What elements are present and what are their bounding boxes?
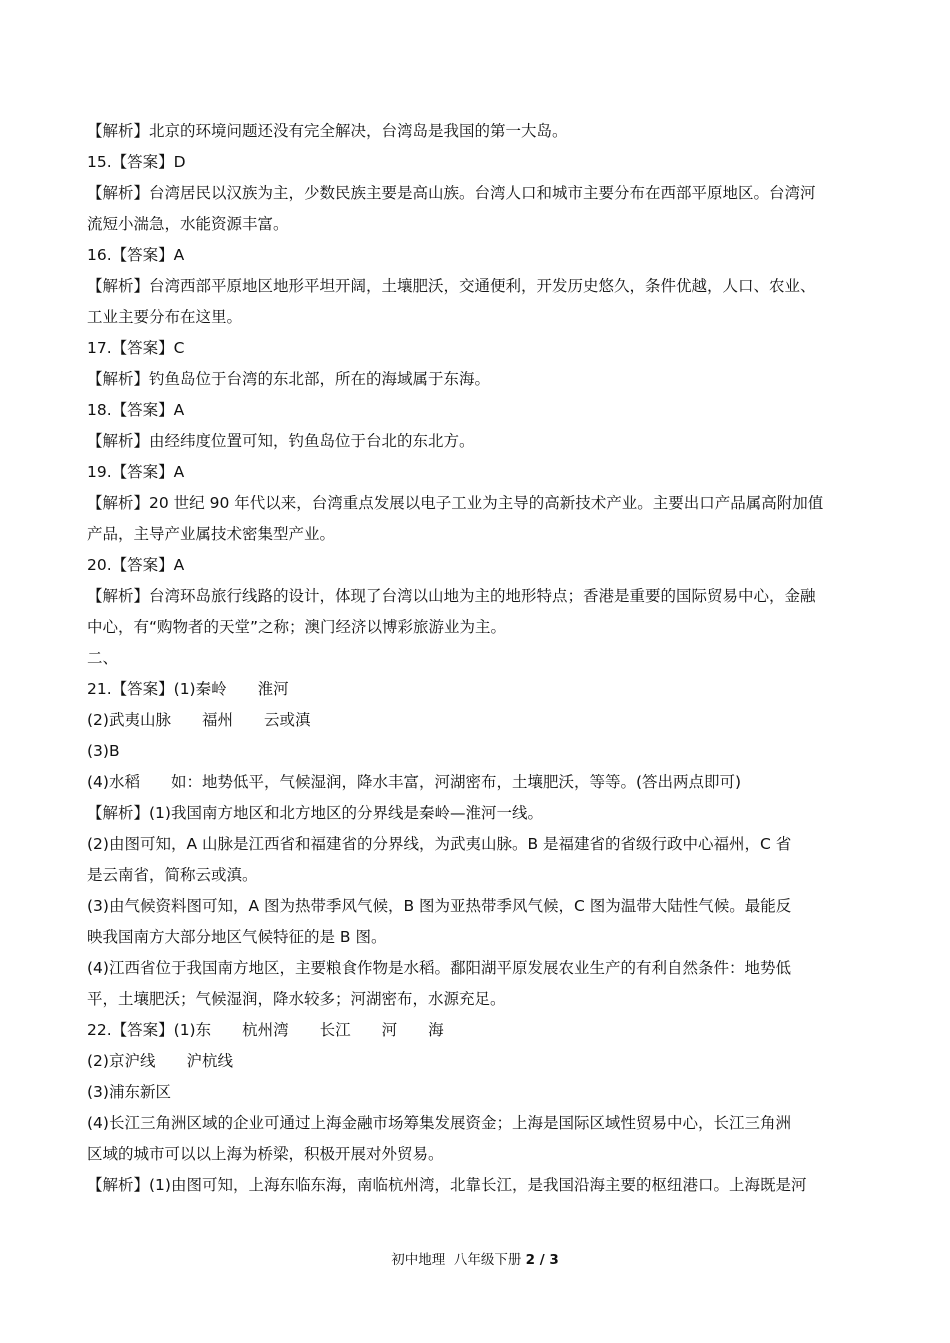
text-line: 【解析】台湾环岛旅行线路的设计，体现了台湾以山地为主的地形特点；香港是重要的国际贸易中心，金融 [87,587,816,605]
text-line: (2)武夷山脉 福州 云或滇 [87,711,311,729]
text-line: 15.【答案】D [87,153,186,171]
footer-label: 初中地理 八年级下册 [391,1252,522,1268]
text-line: 平，土壤肥沃；气候湿润，降水较多；河湖密布，水源充足。 [87,990,506,1008]
text-line: 区域的城市可以以上海为桥梁，积极开展对外贸易。 [87,1145,444,1163]
text-line: 17.【答案】C [87,339,185,357]
page-number: 2 / 3 [525,1252,559,1268]
text-line: 产品，主导产业属技术密集型产业。 [87,525,336,543]
text-line: 16.【答案】A [87,246,185,264]
text-line: 【解析】(1)我国南方地区和北方地区的分界线是秦岭—淮河一线。 [87,804,543,822]
text-line: 19.【答案】A [87,463,185,481]
text-line: (2)京沪线 沪杭线 [87,1052,233,1070]
text-line: 流短小湍急，水能资源丰富。 [87,215,289,233]
text-line: 【解析】钓鱼岛位于台湾的东北部，所在的海域属于东海。 [87,370,491,388]
text-line: 是云南省，简称云或滇。 [87,866,258,884]
text-line: 工业主要分布在这里。 [87,308,243,326]
text-line: 21.【答案】(1)秦岭 淮河 [87,680,289,698]
text-line: 【解析】台湾居民以汉族为主，少数民族主要是高山族。台湾人口和城市主要分布在西部平原地区。台湾河 [87,184,816,202]
text-line: 20.【答案】A [87,556,185,574]
text-line: 【解析】20 世纪 90 年代以来，台湾重点发展以电子工业为主导的高新技术产业。主要出口产品属高附加值 [87,494,824,512]
text-line: 二、 [87,649,119,667]
text-line: 【解析】(1)由图可知，上海东临东海，南临杭州湾，北靠长江，是我国沿海主要的枢纽港口。上海既是河 [87,1176,807,1194]
text-line: 22.【答案】(1)东 杭州湾 长江 河 海 [87,1021,444,1039]
text-line: (3)B [87,742,120,760]
text-line: 映我国南方大部分地区气候特征的是 B 图。 [87,928,387,946]
text-line: 【解析】台湾西部平原地区地形平坦开阔，土壤肥沃，交通便利，开发历史悠久，条件优越，人口、农业、 [87,277,816,295]
text-line: (4)水稻 如：地势低平，气候湿润，降水丰富，河湖密布，土壤肥沃，等等。(答出两点即可) [87,773,742,791]
text-line: (3)由气候资料图可知，A 图为热带季风气候，B 图为亚热带季风气候，C 图为温带大陆性气候。最能反 [87,897,792,915]
text-line: (3)浦东新区 [87,1083,171,1101]
text-line: (2)由图可知，A 山脉是江西省和福建省的分界线，为武夷山脉。B 是福建省的省级行政中心福州，C 省 [87,835,792,853]
text-line: 18.【答案】A [87,401,185,419]
text-line: (4)长江三角洲区域的企业可通过上海金融市场筹集发展资金；上海是国际区域性贸易中心，长江三角洲 [87,1114,791,1132]
text-line: (4)江西省位于我国南方地区，主要粮食作物是水稻。鄱阳湖平原发展农业生产的有利自然条件：地势低 [87,959,791,977]
page-footer [0,1248,950,1268]
text-line: 【解析】北京的环境问题还没有完全解决，台湾岛是我国的第一大岛。 [87,122,568,140]
text-line: 中心，有“购物者的天堂”之称；澳门经济以博彩旅游业为主。 [87,618,507,636]
answer-content [87,116,862,1201]
text-line: 【解析】由经纬度位置可知，钓鱼岛位于台北的东北方。 [87,432,475,450]
